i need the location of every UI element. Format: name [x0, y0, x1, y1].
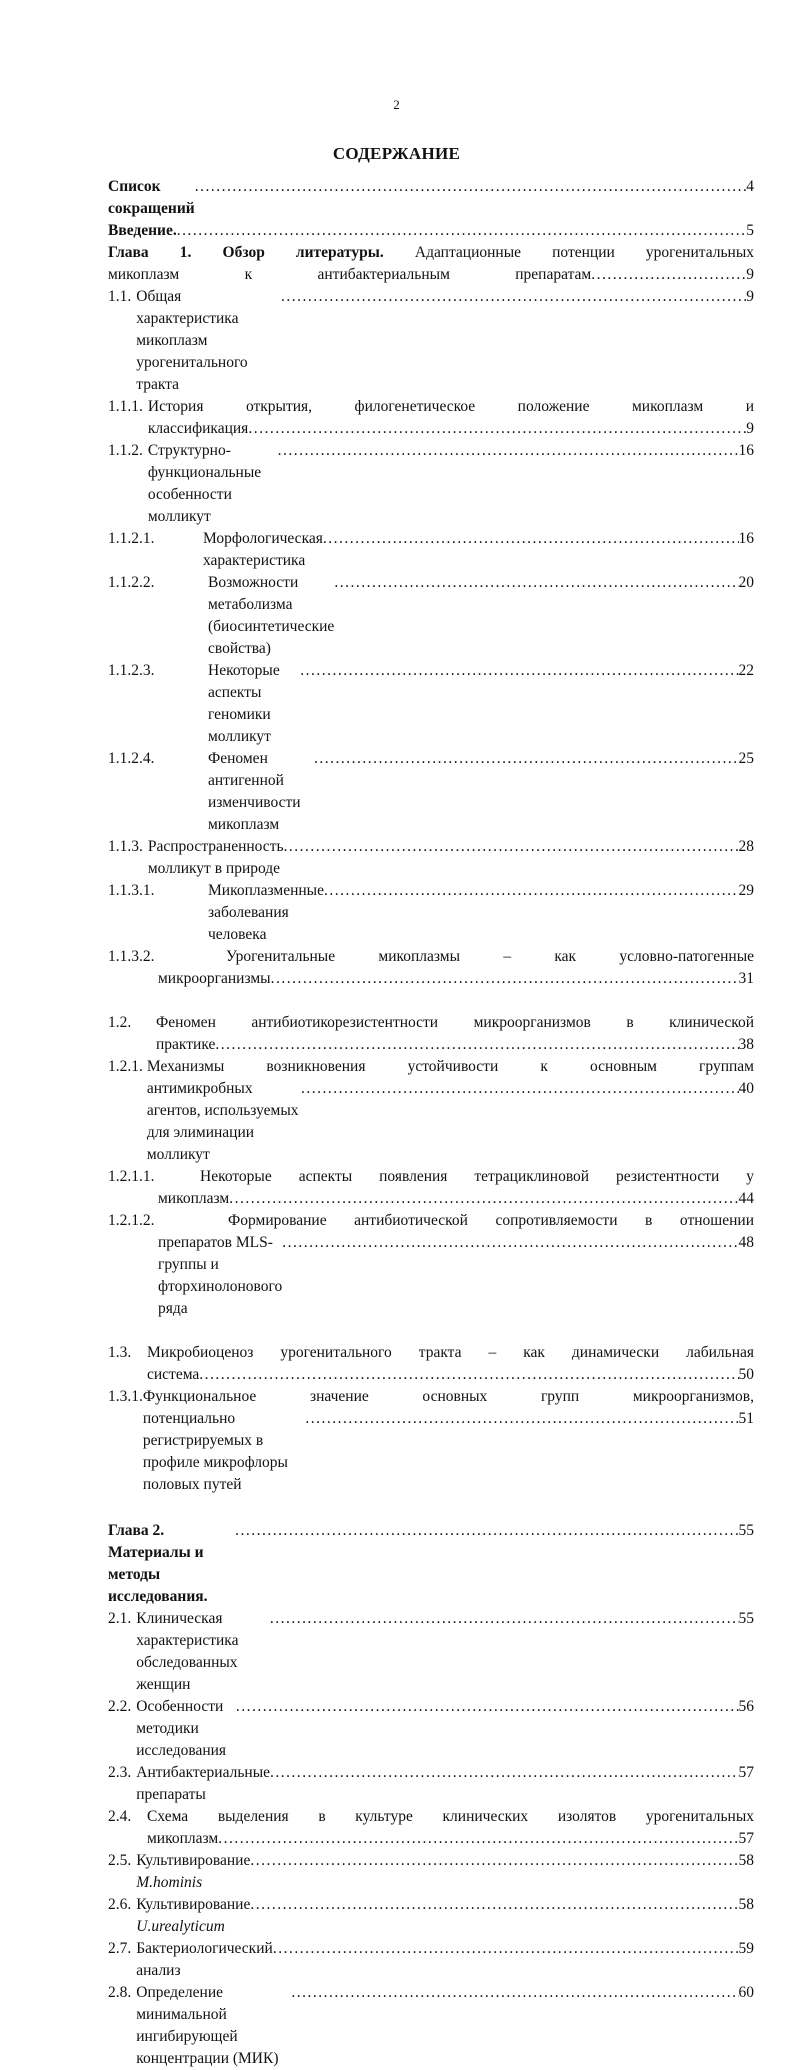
- toc-entry-title: Структурно-функциональные особенности молликут: [147, 442, 262, 525]
- toc-page-number: 40: [738, 1080, 754, 1097]
- toc-page-number: 16: [738, 530, 754, 547]
- toc-entry-title: Урогенитальные микоплазмы – как условно-патогенные: [226, 948, 754, 965]
- toc-entry-title: Микоплазменные заболевания человека: [208, 882, 324, 943]
- toc-entry-2-3[interactable]: [108, 1762, 754, 1806]
- toc-entry-1-1-1[interactable]: [108, 396, 754, 440]
- toc-entry-abbreviations[interactable]: [108, 176, 754, 220]
- toc-entry-title: Схема выделения в культуре клинических изолятов урогенитальных: [147, 1808, 754, 1825]
- toc-entry-title-cont: микоплазм: [158, 1190, 230, 1207]
- toc-entry-title: Микробиоценоз урогенитального тракта – как динамически лабильная: [147, 1344, 754, 1361]
- toc-entry-1-1[interactable]: [108, 286, 754, 396]
- toc-entry-number: 1.1.: [108, 288, 132, 305]
- toc-entry-1-1-2-1[interactable]: [108, 528, 754, 572]
- toc-entry-title-cont: потенциально регистрируемых в профиле микрофлоры половых путей: [142, 1410, 288, 1493]
- toc-entry-2-5[interactable]: [108, 1850, 754, 1894]
- toc-entry-chapter-1[interactable]: [108, 242, 754, 286]
- organism-name: U.urealyticum: [136, 1918, 225, 1935]
- toc-entry-2-7[interactable]: [108, 1938, 754, 1982]
- toc-page-number: 57: [738, 1764, 754, 1781]
- toc-page-number: 51: [738, 1410, 754, 1427]
- toc-entry-title: Возможности метаболизма (биосинтетические свойства): [208, 574, 335, 657]
- toc-entry-1-3[interactable]: [108, 1342, 754, 1386]
- toc-page-number: 48: [738, 1234, 754, 1251]
- toc-page-number: 22: [738, 662, 754, 679]
- toc-entry-2-6[interactable]: [108, 1894, 754, 1938]
- toc-entry-number: 2.2.: [108, 1698, 132, 1715]
- toc-page-number: 16: [738, 442, 754, 459]
- toc-page-number: 55: [738, 1610, 754, 1627]
- toc-entry-title: Механизмы возникновения устойчивости к основным группам: [146, 1058, 754, 1075]
- toc-entry-2-2[interactable]: [108, 1696, 754, 1762]
- organism-name: M.hominis: [136, 1874, 203, 1891]
- toc-entry-number: 1.2.1.1.: [108, 1168, 155, 1185]
- toc-entry-title: Некоторые аспекты геномики молликут: [208, 662, 280, 745]
- toc-entry-title: Бактериологический анализ: [136, 1940, 273, 1979]
- toc-entry-number: 2.7.: [108, 1940, 132, 1957]
- toc-entry-number: 1.1.1.: [108, 398, 143, 415]
- toc-entry-title-cont: антимикробных агентов, используемых для элиминации молликут: [146, 1080, 299, 1163]
- toc-entry-1-2[interactable]: [108, 1012, 754, 1056]
- table-of-contents: [108, 176, 754, 2070]
- page-number: 2: [393, 97, 400, 112]
- toc-entry-title: Культивирование: [136, 1896, 251, 1913]
- toc-entry-title: История открытия, филогенетическое положение микоплазм и: [147, 398, 754, 415]
- toc-entry-title: Формирование антибиотической сопротивляемости в отношении: [228, 1212, 754, 1229]
- toc-page-number: 56: [738, 1698, 754, 1715]
- toc-page-number: 4: [746, 178, 754, 195]
- toc-entry-1-2-1-1[interactable]: [108, 1166, 754, 1210]
- toc-entry-introduction[interactable]: [108, 220, 754, 242]
- toc-entry-title: Список сокращений: [108, 178, 195, 217]
- toc-entry-title-cont: микоплазм: [147, 1830, 219, 1847]
- toc-entry-number: 1.3.: [108, 1344, 132, 1361]
- toc-entry-2-1[interactable]: [108, 1608, 754, 1696]
- toc-entry-title-cont: препаратов MLS-группы и фторхинолонового ряда: [158, 1234, 283, 1317]
- toc-entry-1-1-2-3[interactable]: [108, 660, 754, 748]
- toc-entry-number: 1.1.2.3.: [108, 662, 155, 679]
- toc-page-number: 38: [738, 1036, 754, 1053]
- toc-entry-title: Распространенность молликут в природе: [147, 838, 284, 877]
- toc-entry-number: 1.1.2.4.: [108, 750, 155, 767]
- toc-entry-number: 1.1.3.: [108, 838, 143, 855]
- toc-entry-title: Общая характеристика микоплазм урогенитального тракта: [136, 288, 248, 393]
- toc-page-number: 44: [738, 1190, 754, 1207]
- toc-page-number: 9: [746, 288, 754, 305]
- toc-entry-number: 1.2.: [108, 1014, 132, 1031]
- toc-entry-1-1-3-2[interactable]: [108, 946, 754, 990]
- toc-entry-title: Особенности методики исследования: [136, 1698, 227, 1759]
- toc-entry-title: Адаптационные потенции урогенитальных: [414, 244, 755, 261]
- toc-entry-1-1-2-2[interactable]: [108, 572, 754, 660]
- toc-entry-title: Антибактериальные препараты: [136, 1764, 271, 1803]
- toc-entry-number: 1.1.2.1.: [108, 530, 155, 547]
- toc-entry-number: 1.3.1.: [108, 1388, 143, 1405]
- toc-page-number: 58: [738, 1896, 754, 1913]
- toc-entry-title: Феномен антибиотикорезистентности микроорганизмов в клинической: [156, 1014, 754, 1031]
- toc-entry-number: 1.2.1.2.: [108, 1212, 155, 1229]
- chapter-heading: Глава 1. Обзор литературы.: [108, 244, 384, 261]
- toc-page-number: 60: [738, 1984, 754, 2001]
- toc-entry-title-cont: система: [147, 1366, 200, 1383]
- toc-entry-number: 1.2.1.: [108, 1058, 143, 1075]
- toc-entry-title: Морфологическая характеристика: [203, 530, 323, 569]
- toc-entry-1-1-3-1[interactable]: [108, 880, 754, 946]
- toc-page-number: 28: [738, 838, 754, 855]
- toc-page-number: 20: [738, 574, 754, 591]
- toc-page-number: 9: [746, 420, 754, 437]
- toc-entry-number: 2.4.: [108, 1808, 132, 1825]
- toc-entry-1-1-3[interactable]: [108, 836, 754, 880]
- toc-entry-title-cont: микоплазм к антибактериальным препаратам: [108, 266, 592, 283]
- toc-entry-number: 2.1.: [108, 1610, 132, 1627]
- toc-entry-1-2-1-2[interactable]: [108, 1210, 754, 1320]
- toc-entry-2-8[interactable]: [108, 1982, 754, 2070]
- toc-page-number: 55: [738, 1522, 754, 1539]
- toc-entry-1-1-2[interactable]: [108, 440, 754, 528]
- toc-page-number: 58: [738, 1852, 754, 1869]
- toc-entry-1-2-1[interactable]: [108, 1056, 754, 1166]
- toc-entry-title: Определение минимальной ингибирующей концентрации (МИК): [136, 1984, 279, 2067]
- toc-entry-chapter-2[interactable]: [108, 1520, 754, 1608]
- toc-page-number: 25: [738, 750, 754, 767]
- toc-entry-title: Некоторые аспекты появления тетрациклиновой резистентности у: [200, 1168, 754, 1185]
- toc-page-number: 59: [738, 1940, 754, 1957]
- toc-entry-1-1-2-4[interactable]: [108, 748, 754, 836]
- toc-entry-title-cont: микроорганизмы: [158, 970, 271, 987]
- toc-entry-number: 1.1.2.2.: [108, 574, 155, 591]
- toc-entry-title: Феномен антигенной изменчивости микоплазм: [208, 750, 301, 833]
- toc-entry-1-3-1[interactable]: [108, 1386, 754, 1496]
- toc-entry-number: 2.5.: [108, 1852, 132, 1869]
- page-title: СОДЕРЖАНИЕ: [332, 144, 461, 163]
- toc-page-number: 57: [738, 1830, 754, 1847]
- chapter-heading: Глава 2. Материалы и методы исследования.: [108, 1522, 208, 1605]
- toc-entry-title: Клиническая характеристика обследованных женщин: [136, 1610, 239, 1693]
- toc-entry-title: Функциональное значение основных групп микроорганизмов,: [142, 1388, 754, 1405]
- toc-entry-number: 1.1.2.: [108, 442, 143, 459]
- toc-entry-number: 2.6.: [108, 1896, 132, 1913]
- toc-entry-title-cont: классификация: [147, 420, 249, 437]
- toc-entry-title-cont: практике: [156, 1036, 216, 1053]
- toc-entry-number: 1.1.3.1.: [108, 882, 155, 899]
- toc-page-number: 9: [746, 266, 754, 283]
- toc-entry-number: 1.1.3.2.: [108, 948, 155, 965]
- toc-page-number: 5: [746, 222, 754, 239]
- toc-entry-title: Культивирование: [136, 1852, 251, 1869]
- toc-page-number: 29: [738, 882, 754, 899]
- toc-entry-number: 2.3.: [108, 1764, 132, 1781]
- toc-entry-number: 2.8.: [108, 1984, 132, 2001]
- toc-entry-2-4[interactable]: [108, 1806, 754, 1850]
- toc-page-number: 50: [738, 1366, 754, 1383]
- toc-entry-title: Введение.: [108, 222, 177, 239]
- toc-page-number: 31: [738, 970, 754, 987]
